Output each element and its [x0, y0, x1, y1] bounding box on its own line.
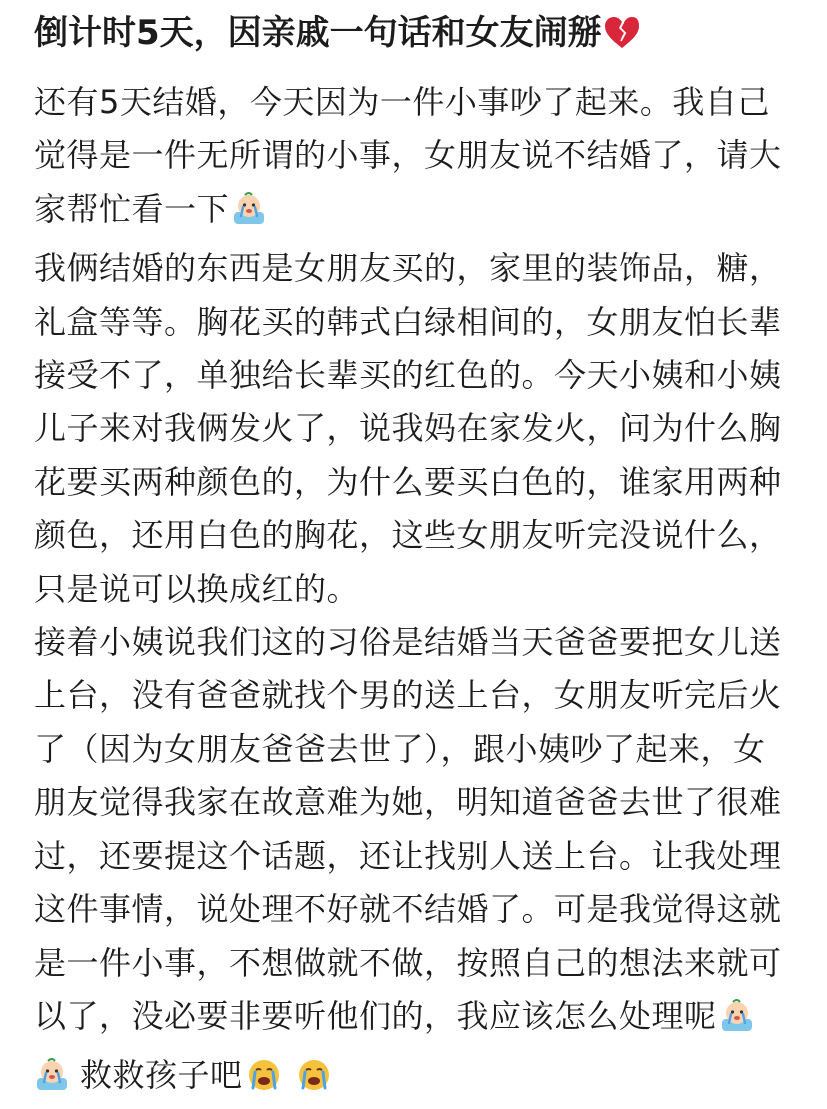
body-line-with-emoji	[34, 990, 803, 1049]
body-line: 觉得是一件无所谓的小事，女朋友说不结婚了，请大	[34, 136, 782, 175]
body-line-with-emoji	[34, 183, 803, 242]
crying-baby-icon	[231, 189, 267, 242]
body-line: 还有5天结婚，今天因为一件小事吵了起来。我自己	[34, 83, 770, 121]
post-title: 倒计时5天，因亲戚一句话和女友闹掰	[34, 13, 602, 53]
body-line: 花要买两种颜色的，为什么要买白色的，谁家用两种	[34, 462, 782, 501]
body-line-text: 家帮忙看一下	[34, 189, 230, 228]
body-line: 我俩结婚的东西是女朋友买的，家里的装饰品，糖，	[34, 249, 782, 288]
body-line: 颜色，还用白色的胸花，这些女朋友听完没说什么，	[34, 516, 782, 555]
closing-line	[34, 1049, 803, 1108]
body-line: 接受不了，单独给长辈买的红色的。今天小姨和小姨	[34, 356, 782, 395]
body-line: 上台，没有爸爸就找个男的送上台，女朋友听完后火	[34, 676, 782, 715]
closing-text: 救救孩子吧	[80, 1056, 243, 1095]
body-line: 这件事情，说处理不好就不结婚了。可是我觉得这就	[34, 890, 782, 929]
body-line: 接着小姨说我们这的习俗是结婚当天爸爸要把女儿送	[34, 623, 782, 662]
body-line: 了（因为女朋友爸爸去世了），跟小姨吵了起来，女	[34, 729, 766, 768]
broken-heart-icon	[604, 16, 640, 62]
crying-baby-icon	[34, 1055, 70, 1108]
body-line: 儿子来对我俩发火了，说我妈在家发火，问为什么胸	[34, 409, 782, 448]
loudly-crying-face-icon	[247, 1055, 281, 1108]
crying-baby-icon	[719, 996, 755, 1049]
body-line: 只是说可以换成红的。	[34, 569, 360, 608]
post-title-row	[34, 10, 803, 62]
loudly-crying-face-icon	[297, 1055, 331, 1108]
body-line-text: 以了，没必要非要听他们的，我应该怎么处理呢	[34, 996, 717, 1035]
body-line: 过，还要提这个话题，还让找别人送上台。让我处理	[34, 836, 782, 875]
body-line: 朋友觉得我家在故意难为她，明知道爸爸去世了很难	[34, 783, 782, 822]
body-line: 是一件小事，不想做就不做，按照自己的想法来就可	[34, 943, 782, 982]
body-line: 礼盒等等。胸花买的韩式白绿相间的，女朋友怕长辈	[34, 302, 782, 341]
